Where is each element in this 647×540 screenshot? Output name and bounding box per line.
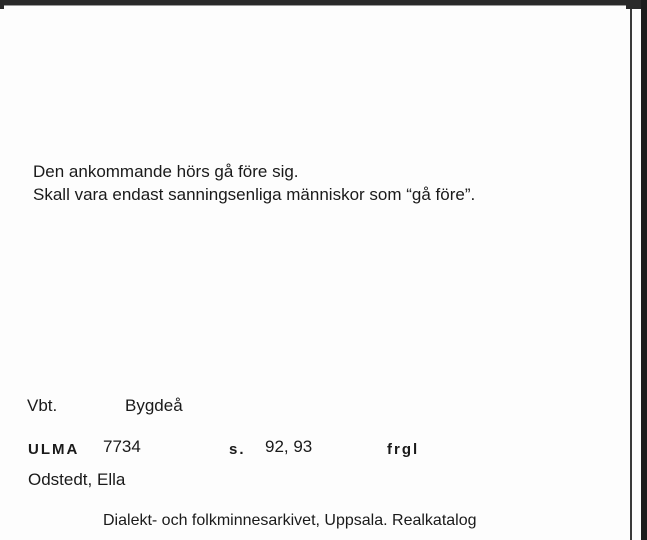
- card-top-edge: [0, 0, 647, 9]
- card-footer: Dialekt- och folkminnesarkivet, Uppsala. Realkatalog: [103, 512, 477, 529]
- card-line-1: Den ankommande hörs gå före sig.: [33, 162, 299, 181]
- parish-label: Bygdeå: [125, 396, 183, 415]
- province-label: Vbt.: [27, 396, 58, 415]
- type-code: frgl: [387, 441, 420, 458]
- archive-code: ULMA: [28, 441, 80, 458]
- card-body-text: [33, 160, 475, 206]
- archive-number: 7734: [103, 437, 141, 456]
- page-label: s.: [229, 441, 246, 458]
- card-right-edge: [641, 0, 647, 540]
- card-right-border: [630, 9, 632, 540]
- card-line-2: Skall vara endast sanningsenliga människor som “gå före”.: [33, 185, 476, 204]
- page-numbers: 92, 93: [265, 437, 313, 456]
- informant-name: Odstedt, Ella: [28, 470, 126, 489]
- card-top-edge-inner: [4, 5, 626, 10]
